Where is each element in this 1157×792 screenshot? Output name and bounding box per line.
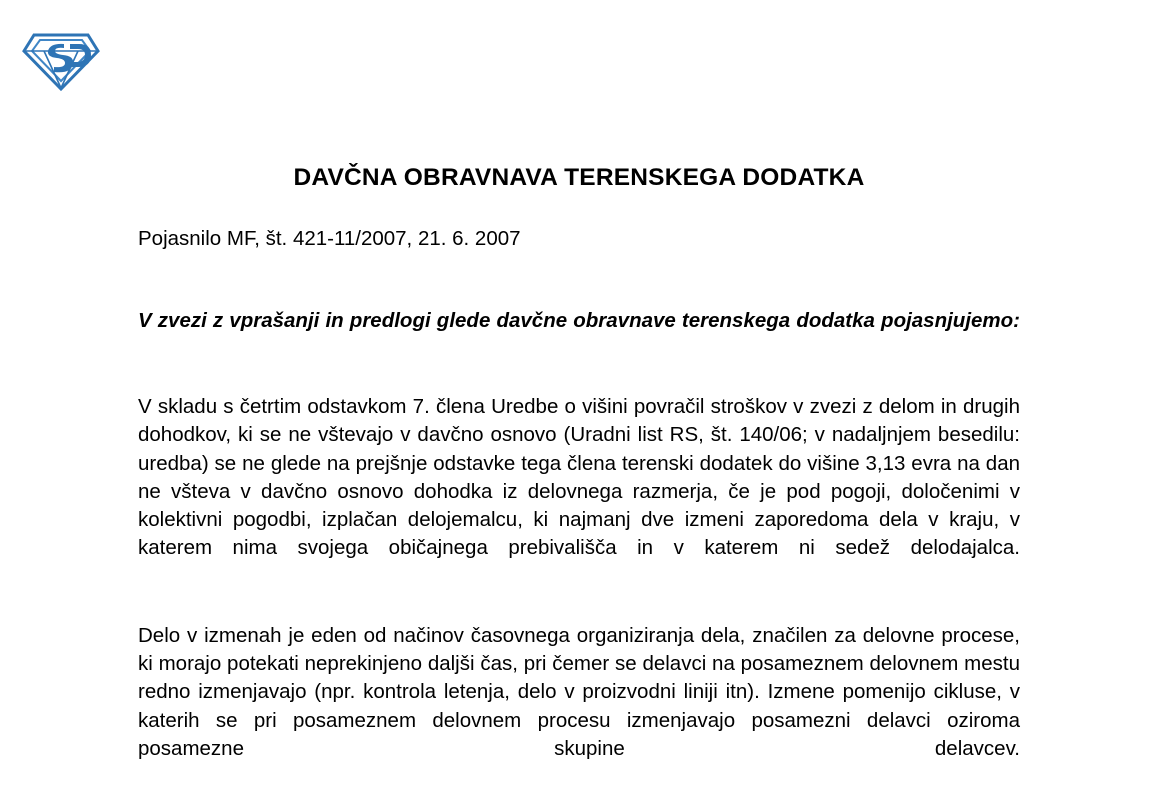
- document-paragraph-1: V skladu s četrtim odstavkom 7. člena Uredbe o višini povračil stroškov v zvezi z delom in drugih dohodkov, ki se ne vštevajo v davčno osnovo (Uradni list RS, št. 140/06; v nadaljnjem besedilu: uredba) se ne glede na prejšnje odstavke tega člena terenski dodatek do višine 3,13 evra na dan ne všteva v davčno osnovo dohodka iz delovnega razmerja, če je pod pogoji, določenimi v kolektivni pogodbi, izplačan delojemalcu, ki najmanj dve izmeni zaporedoma dela v kraju, v katerem nima svojega običajnega prebivališča in v katerem ni sedež delodajalca.: [138, 394, 1020, 560]
- sd-logo: [20, 27, 102, 97]
- document-paragraph-2: Delo v izmenah je eden od načinov časovnega organiziranja dela, značilen za delovne procese, ki morajo potekati neprekinjeno daljši čas, pri čemer se delavci na posameznem delovnem mestu redno izmenjavajo (npr. kontrola letenja, delo v proizvodni liniji itn). Izmene pomenijo cikluse, v katerih se pri posameznem delovnem procesu izmenjavajo posamezni delavci oziroma posamezne skupine delavcev.: [138, 623, 1020, 761]
- page-title: DAVČNA OBRAVNAVA TERENSKEGA DODATKA: [293, 164, 865, 191]
- document-reference: Pojasnilo MF, št. 421-11/2007, 21. 6. 2007: [138, 227, 521, 251]
- document-content: [138, 163, 1020, 792]
- document-lead-paragraph: V zvezi z vprašanji in predlogi glede davčne obravnave terenskega dodatka pojasnjujemo:: [138, 309, 1020, 333]
